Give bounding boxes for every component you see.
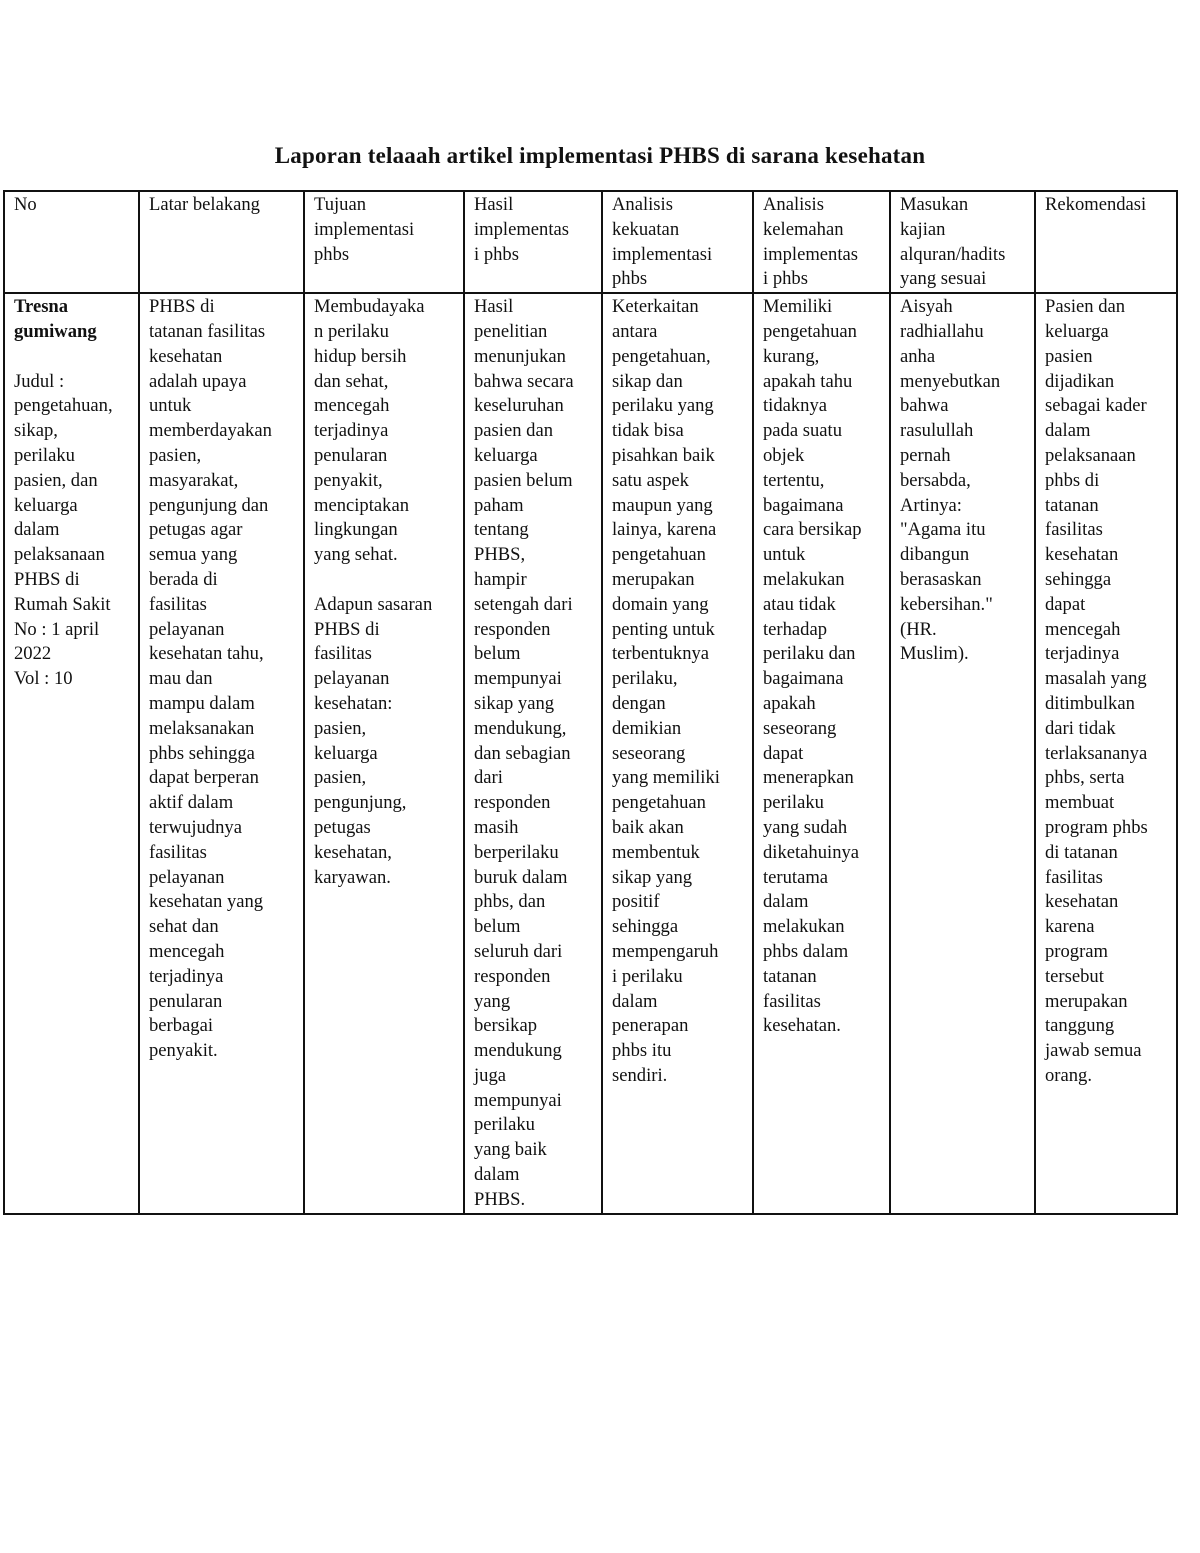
header-latar-belakang: Latar belakang	[139, 191, 304, 293]
header-kekuatan: Analisis kekuatan implementasi phbs	[602, 191, 753, 293]
author-name: Tresna gumiwang	[14, 296, 97, 342]
article-details: Judul : pengetahuan, sikap, perilaku pasien, dan keluarga dalam pelaksanaan PHBS di Rumah Sakit No : 1 april 2022 Vol : 10	[14, 370, 113, 690]
header-no: No	[4, 191, 139, 293]
table-row	[4, 293, 1177, 1213]
cell-masukan: Aisyah radhiallahu anha menyebutkan bahwa rasulullah pernah bersabda, Artinya: "Agama itu dibangun berasaskan kebersihan." (HR. Muslim).	[890, 293, 1035, 1213]
review-table	[3, 190, 1178, 1215]
header-rekomendasi: Rekomendasi	[1035, 191, 1177, 293]
cell-latar-belakang: PHBS di tatanan fasilitas kesehatan adalah upaya untuk memberdayakan pasien, masyarakat, pengunjung dan petugas agar semua yang berada di fasilitas pelayanan kesehatan tahu, mau dan mampu dalam melaksanakan phbs sehingga dapat berperan aktif dalam terwujudnya fasilitas pelayanan kesehatan yang sehat dan mencegah terjadinya penularan berbagai penyakit.	[139, 293, 304, 1213]
header-masukan: Masukan kajian alquran/hadits yang sesuai	[890, 191, 1035, 293]
cell-hasil: Hasil penelitian menunjukan bahwa secara keseluruhan pasien dan keluarga pasien belum paham tentang PHBS, hampir setengah dari responden belum mempunyai sikap yang mendukung, dan sebagian dari responden masih berperilaku buruk dalam phbs, dan belum seluruh dari responden yang bersikap mendukung juga mempunyai perilaku yang baik dalam PHBS.	[464, 293, 602, 1213]
header-kelemahan: Analisis kelemahan implementas i phbs	[753, 191, 890, 293]
header-hasil: Hasil implementas i phbs	[464, 191, 602, 293]
page-title: Laporan telaaah artikel implementasi PHBS di sarana kesehatan	[274, 143, 926, 168]
header-row	[4, 191, 1177, 293]
cell-tujuan: Membudayaka n perilaku hidup bersih dan sehat, mencegah terjadinya penularan penyakit, menciptakan lingkungan yang sehat. Adapun sasaran PHBS di fasilitas pelayanan kesehatan: pasien, keluarga pasien, pengunjung, petugas kesehatan, karyawan.	[304, 293, 464, 1213]
cell-kekuatan: Keterkaitan antara pengetahuan, sikap dan perilaku yang tidak bisa pisahkan baik satu aspek maupun yang lainya, karena pengetahuan merupakan domain yang penting untuk terbentuknya perilaku, dengan demikian seseorang yang memiliki pengetahuan baik akan membentuk sikap yang positif sehingga mempengaruh i perilaku dalam penerapan phbs itu sendiri.	[602, 293, 753, 1213]
cell-no	[4, 293, 139, 1213]
header-tujuan: Tujuan implementasi phbs	[304, 191, 464, 293]
cell-rekomendasi: Pasien dan keluarga pasien dijadikan sebagai kader dalam pelaksanaan phbs di tatanan fasilitas kesehatan sehingga dapat mencegah terjadinya masalah yang ditimbulkan dari tidak terlaksananya phbs, serta membuat program phbs di tatanan fasilitas kesehatan karena program tersebut merupakan tanggung jawab semua orang.	[1035, 293, 1177, 1213]
cell-kelemahan: Memiliki pengetahuan kurang, apakah tahu tidaknya pada suatu objek tertentu, bagaimana cara bersikap untuk melakukan atau tidak terhadap perilaku dan bagaimana apakah seseorang dapat menerapkan perilaku yang sudah diketahuinya terutama dalam melakukan phbs dalam tatanan fasilitas kesehatan.	[753, 293, 890, 1213]
